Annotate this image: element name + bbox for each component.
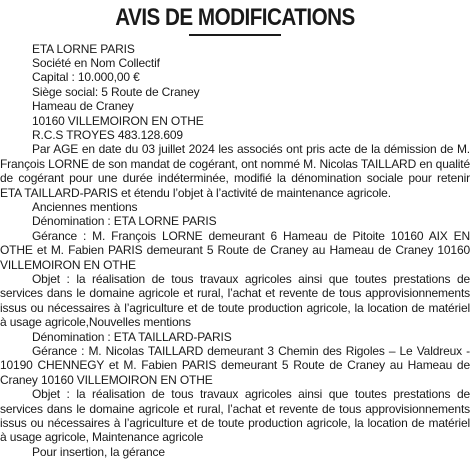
new-management: Gérance : M. Nicolas TAILLARD demeurant 3 Chemin des Rigoles – Le Valdreux - 10190 CHENNEGY et M. Fabien PARIS demeurant 5 Route de Craney au Hameau de Craney 10160 VILLEMOIRON EN OTHE [0,344,470,387]
old-management: Gérance : M. François LORNE demeurant 6 Hameau de Pitoite 10160 AIX EN OTHE et M. Fabien PARIS demeurant 5 Route de Craney au Hameau de Craney 10160 VILLEMOIRON EN OTHE [0,228,470,272]
notice-title: AVIS DE MODIFICATIONS [115,4,355,31]
company-city: 10160 VILLEMOIRON EN OTHE [32,113,204,128]
closing-line: Pour insertion, la gérance [32,444,165,459]
company-name: ETA LORNE PARIS [32,41,135,56]
company-form: Société en Nom Collectif [32,55,160,70]
company-capital: Capital : 10.000,00 € [32,70,140,85]
company-rcs: R.C.S TROYES 483.128.609 [32,127,183,142]
old-mentions-heading: Anciennes mentions [32,199,138,214]
company-hamlet: Hameau de Craney [32,99,134,114]
new-denomination: Dénomination : ETA TAILLARD-PARIS [32,329,232,344]
title-underline [189,34,281,36]
notice-body [0,42,470,460]
old-denomination: Dénomination : ETA LORNE PARIS [32,214,217,229]
decision-paragraph: Par AGE en date du 03 juillet 2024 les associés ont pris acte de la démission de M. François LORNE de son mandat de cogérant, ont nommé M. Nicolas TAILLARD en qualité de cogérant pour une durée indéterminée, modifié la dénomination sociale pour retenir ETA TAILLARD-PARIS et étendu l’objet à l’activité de maintenance agricole. [0,142,470,200]
company-seat: Siège social: 5 Route de Craney [32,84,200,99]
old-object: Objet : la réalisation de tous travaux agricoles ainsi que toutes prestations de services dans le domaine agricole et rural, l’achat et revente de tous approvisionnements issus ou nécessaires à l’agriculture et de toute production agricole, la location de matériel à usage agricole,Nouvelles mentions [0,272,470,330]
new-object: Objet : la réalisation de tous travaux agricoles ainsi que toutes prestations de services dans le domaine agricole et rural, l’achat et revente de tous approvisionnements issus ou nécessaires à l’agriculture et de toute production agricole, la location de matériel à usage agricole, Maintenance agricole [0,387,470,445]
